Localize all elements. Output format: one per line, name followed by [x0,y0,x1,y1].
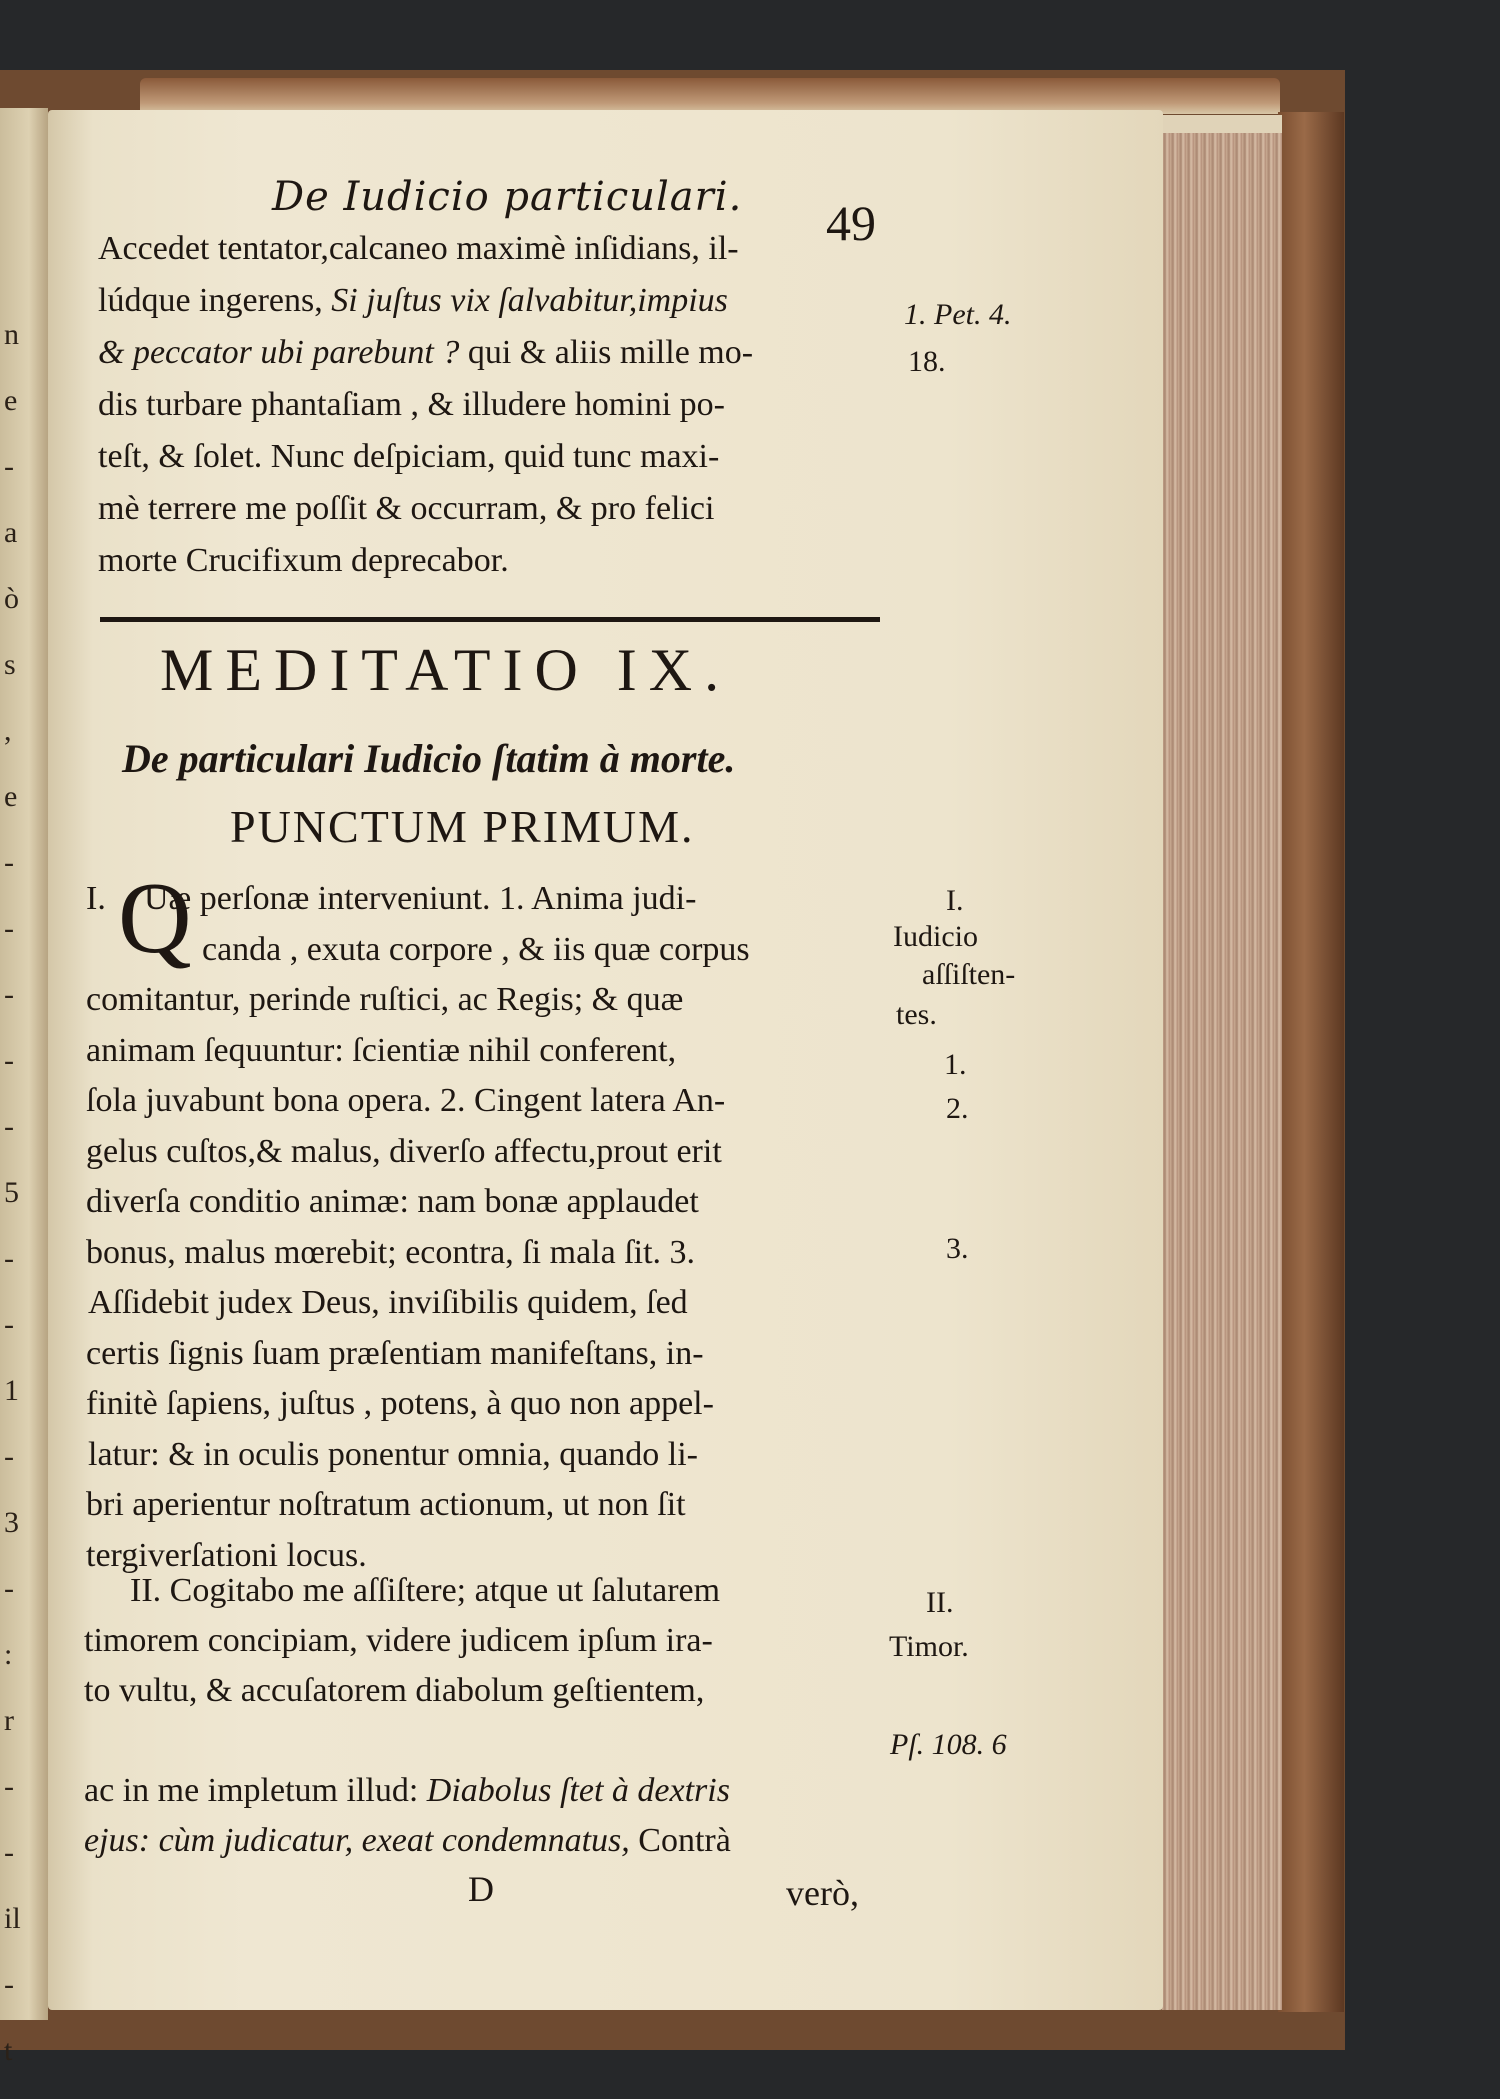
paragraph-number: I. [86,880,106,917]
left-page-text-fragment: - [4,450,14,483]
margin-reference: 1. Pet. 4. [904,298,1012,331]
italic-run: Diabolus ſtet à dextris [426,1772,730,1809]
text-line: certis ſignis ſuam præſentiam manifeſtans, in- [86,1334,704,1372]
text-line [98,386,725,424]
left-page-text-fragment: e [4,780,18,813]
left-page-text-fragment: n [4,318,19,351]
text-line: comitantur, perinde ruſtici, ac Regis; & quæ [86,981,684,1018]
left-page-text-fragment: - [4,912,14,945]
text-line: latur: & in oculis ponentur omnia, quando li- [88,1435,699,1473]
left-page-text-fragment: : [4,1638,13,1671]
margin-reference-verse: 18. [908,345,946,378]
left-page-text-fragment: - [4,1572,14,1605]
text-line [98,230,739,268]
margin-note: tes. [896,998,937,1031]
meditation-subheading: De particulari Iudicio ſtatim à morte. [122,736,736,781]
left-page-text-fragment: il [4,1902,21,1935]
left-page-text-fragment: 1 [4,1374,19,1407]
left-page-text-fragment: a [4,516,18,549]
left-page-text-fragment: , [4,714,12,747]
section-title: PUNCTUM PRIMUM. [230,801,695,852]
text-line [98,334,753,372]
text-run: mè terrere me poſſit & occurram, & pro felici [98,490,715,527]
italic-run: Si juſtus vix ſalvabitur,impius [331,282,728,319]
text-line: timorem concipiam, videre judicem ipſum ira- [84,1622,713,1659]
margin-number: 2. [946,1092,969,1125]
margin-note: Timor. [889,1630,969,1663]
margin-number: I. [946,884,964,917]
text-line [84,1772,730,1810]
margin-number: II. [926,1586,954,1619]
text-line: diverſa conditio animæ: nam bonæ applaudet [86,1183,699,1220]
margin-note: Iudicio [893,920,978,953]
left-page-edge [0,108,48,2067]
left-page-text-fragment: - [4,846,14,879]
left-page-text-fragment: - [4,1044,14,1077]
margin-reference: Pſ. 108. 6 [890,1728,1007,1761]
book-top-edge [140,78,1280,114]
text-line [98,438,719,476]
text-run: teſt, & ſolet. Nunc deſpiciam, quid tunc maxi- [98,438,720,475]
page-number: 49 [826,195,876,251]
text-run: qui & aliis mille mo- [459,334,754,371]
text-run: dis turbare phantaſiam , & illudere homini po- [98,386,725,423]
text-run: lúdque ingerens, [98,282,332,319]
left-page-text-fragment: - [4,1968,14,2001]
text-line: bonus, malus mœrebit; econtra, ſi mala ſit. 3. [86,1233,696,1271]
section-rule [100,617,880,622]
left-page-text-fragment: - [4,1308,14,1341]
text-line: bri aperientur noſtratum actionum, ut non ſit [86,1486,686,1523]
text-line [84,1822,731,1860]
text-run: Contrà [629,1822,731,1859]
book-fore-edge-cover [1278,112,1344,2012]
text-line [98,282,728,320]
left-page-text-fragment: - [4,1836,14,1869]
text-line: animam ſequuntur: ſcientiæ nihil conferent, [86,1031,677,1069]
left-page-text-fragment: - [4,1110,14,1143]
italic-run: ejus: cùm judicatur, exeat condemnatus, [84,1822,630,1859]
text-line: Uæ perſonæ interveniunt. 1. Anima judi- [144,880,697,917]
left-page-text-fragment: r [4,1704,14,1737]
catchword: verò, [786,1873,859,1913]
text-run: Accedet tentator,calcaneo maximè inſidians, il- [98,230,739,267]
left-page-text-fragment: 5 [4,1176,19,1209]
text-run: ac in me impletum illud: [84,1772,427,1809]
text-line: II. Cogitabo me aſſiſtere; atque ut ſalutarem [130,1572,721,1609]
text-line: Aſſidebit judex Deus, inviſibilis quidem, ſed [88,1284,688,1321]
signature-mark: D [468,1869,494,1909]
page-block-edges [1160,115,1282,2010]
left-page-text-fragment: e [4,384,18,417]
italic-run: & peccator ubi parebunt ? [98,334,460,371]
text-line: tergiverſationi locus. [86,1536,367,1574]
left-page-text-fragment: - [4,1440,14,1473]
drop-capital: Q [118,862,192,975]
text-line [98,490,714,528]
text-line: gelus cuſtos,& malus, diverſo affectu,prout erit [86,1132,722,1170]
text-line: finitè ſapiens, juſtus , potens, à quo non appel- [86,1385,714,1422]
running-head: De Iudicio particulari. [272,174,743,220]
meditation-heading: MEDITATIO IX. [160,637,732,703]
left-page-text-fragment: - [4,1242,14,1275]
left-page-text-fragment: - [4,1770,14,1803]
text-run: morte Crucifixum deprecabor. [98,542,509,579]
margin-number: 3. [946,1232,969,1265]
left-page-text-fragment: ò [4,582,19,615]
text-line: ſola juvabunt bona opera. 2. Cingent latera An- [86,1082,726,1119]
left-page-text-fragment: - [4,978,14,1011]
text-line: to vultu, & accuſatorem diabolum geſtientem, [84,1672,705,1709]
margin-number: 1. [944,1048,967,1081]
left-page-text-fragment: t [4,2034,13,2067]
text-line [98,542,509,580]
text-line: canda , exuta corpore , & iis quæ corpus [202,930,750,968]
margin-note: aſſiſten- [922,958,1016,991]
left-page-text-fragment: 3 [4,1506,19,1539]
left-page-text-fragment: s [4,648,16,681]
